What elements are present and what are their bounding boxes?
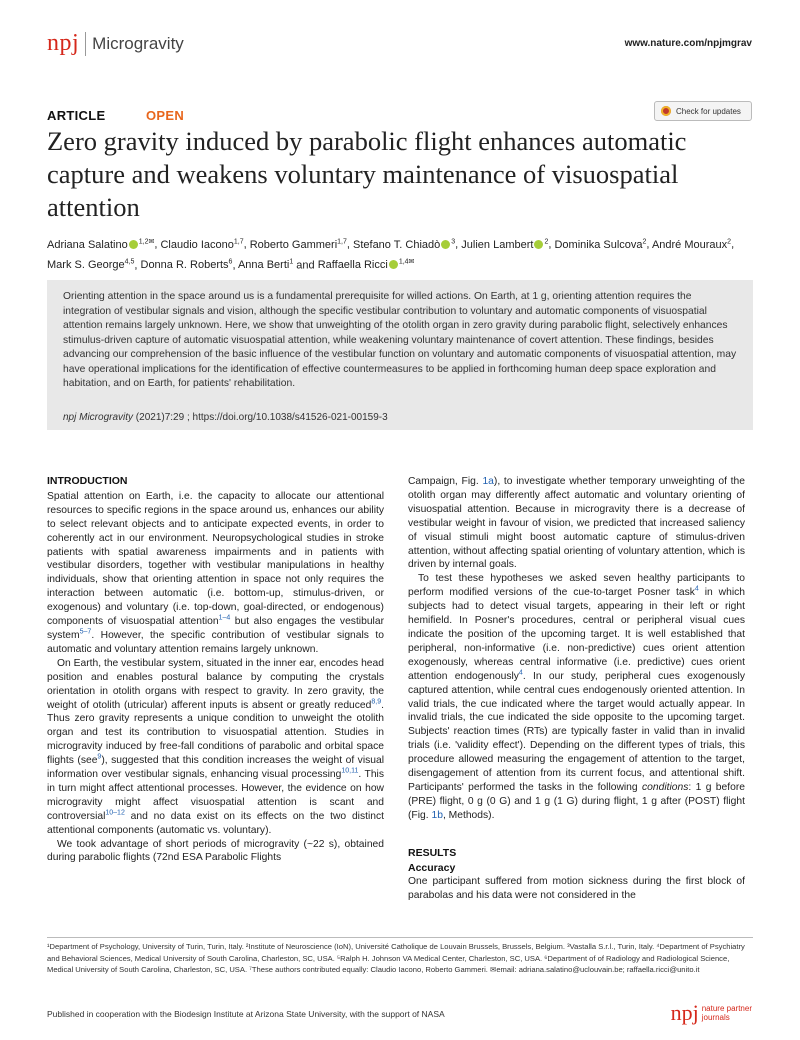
- footer-partner-line1: nature partner: [701, 1004, 752, 1013]
- orcid-icon[interactable]: [534, 240, 543, 249]
- left-column: [47, 475, 384, 865]
- check-updates-label: Check for updates: [676, 106, 741, 116]
- author-entry[interactable]: [652, 239, 731, 251]
- right-paragraph-1: Campaign, Fig. 1a), to investigate whether temporary unweighting of the otolith organ may differently affect automatic and voluntary orienting of visuospatial attention. Because in microgravity there is a decrease of vestibular weight in favour of vision, we predicted that increased saliency of visual stimuli might boost automatic capture of stimulus-driven attention, without affecting spatial orienting of voluntary attention, which is driven by internal goals.: [408, 476, 745, 571]
- author-list: Adriana Salatino $^{1,2✉}$, Claudio Iacono$^{1,7}$, Roberto Gammeri$^{1,7}$, Stefano T. Chiadò $^3$, Julien Lambert $^2$, Dominika Sulcova$^2$, André Mouraux$^2$, Mark S. George$^{4,5}$, Donna R. Roberts$^6$, Anna Berti$^1$ and Raffaella Ricci $^{1,4✉}$: [47, 238, 735, 272]
- author-affiliation: 1,4✉: [398, 258, 415, 266]
- citation-doi[interactable]: (2021)7:29 ; https://doi.org/10.1038/s41526-021-00159-3: [133, 412, 388, 423]
- author-entry[interactable]: [250, 239, 347, 251]
- author-entry[interactable]: [47, 259, 134, 271]
- author-affiliation: 2: [727, 238, 732, 245]
- footer-npj-mark: npj: [670, 1000, 699, 1025]
- author-affiliation: 4,5: [124, 258, 135, 266]
- reference-link[interactable]: 1–4: [218, 614, 231, 622]
- figure-link[interactable]: 1a: [482, 476, 494, 487]
- right-column: [408, 475, 745, 903]
- footer-publication-note: Published in cooperation with the Biodesign Institute at Arizona State University, with the support of NASA: [47, 1009, 445, 1019]
- reference-link[interactable]: 9: [97, 753, 102, 761]
- footer-partner-text: [702, 1004, 752, 1022]
- intro-paragraph-1: Spatial attention on Earth, i.e. the capacity to allocate our attentional resources to specific regions in the space around us, enhances our ability to select relevant objects and to anticipate expected events, in order to coherently act in our environment. Neuropsychological studies in stroke patients with spatial awareness impairments and in patients with vestibular disorders, together with vestibular manipulations in healthy individuals, show that orienting attention in space not only requires the interaction between automatic (i.e. bottom-up, stimulus-driven, or exogenous) and voluntary (i.e. top-down, goal-directed, or endogenous) components of visuospatial attention$^{1-4}$ but also engages the vestibular system$^{5-7}$. However, the specific contribution of vestibular signals to automatic and voluntary attention remains largely unknown.: [47, 490, 384, 655]
- author-affiliation: 3: [451, 238, 456, 245]
- author-entry[interactable]: [353, 239, 455, 251]
- author-entry[interactable]: [554, 239, 646, 251]
- author-entry[interactable]: [318, 259, 415, 271]
- author-name: Mark S. George: [47, 259, 125, 272]
- author-name: Dominika Sulcova: [554, 238, 643, 251]
- npj-partner-logo: [671, 1000, 752, 1026]
- article-title: Zero gravity induced by parabolic flight enhances automatic capture and weakens voluntary maintenance of visuospatial attention: [47, 126, 687, 222]
- intro-paragraph-3: We took advantage of short periods of microgravity (~22 s), obtained during parabolic flights (72nd ESA Parabolic Flights: [47, 838, 384, 864]
- author-name: Raffaella Ricci: [317, 259, 388, 272]
- check-for-updates-button[interactable]: [654, 101, 752, 121]
- site-url-link[interactable]: www.nature.com/npjmgrav: [624, 38, 752, 49]
- intro-paragraph-2: On Earth, the vestibular system, situated in the inner ear, encodes head position and enables postural balance by computing the crystals orientation in otolith organs with respect to gravity. In zero gravity, the weight of otolith (utricular) afferent inputs is absent or greatly reduced$^{8,9}$. Thus zero gravity represents a unique condition to unweight the otolith organ and test its contribution to visuospatial attention. Studies in microgravity induced by free-fall conditions of parabolic and orbital space flights (see$^9$), suggested that this condition increases the weight of visual information over vestibular signals, enhancing visual processing$^{10,11}$. This in turn might affect attentional processes. However, the evidence on how microgravity might affect visuospatial attention is scant and controversial$^{10-12}$ and no data exist on its effects on the two distinct attentional components (automatic vs. voluntary).: [47, 657, 384, 836]
- author-affiliation: 2: [544, 238, 549, 245]
- figure-link[interactable]: 1b: [431, 809, 443, 821]
- author-name: Stefano T. Chiadò: [353, 238, 441, 251]
- affiliations: ¹Department of Psychology, University of Turin, Turin, Italy. ²Institute of Neuroscience (IoN), Université Catholique de Louvain Brussels, Brussels, Belgium. ³Vastalla S.r.l., Turin, Italy. ⁴Department of Psychiatry and Behavioral Sciences, Medical University of South Carolina, Charleston, SC, USA. ⁵Ralph H. Johnson VA Medical Center, Charleston, SC, USA. ⁶Department of of Radiology and Radiological Science, Medical University of South Carolina, Charleston, SC, USA. ⁷These authors contributed equally: Claudio Iacono, Roberto Gammeri. ✉email: adriana.salatino@uclouvain.be; raffaella.ricci@unito.it: [47, 942, 745, 974]
- author-affiliation: 1,2✉: [138, 238, 155, 245]
- author-affiliation: 1,7: [337, 238, 347, 245]
- orcid-icon[interactable]: [441, 240, 450, 249]
- journal-name: Microgravity: [92, 33, 184, 53]
- right-paragraph-2: To test these hypotheses we asked seven healthy participants to perform modified versions of the cue-to-target Posner task$^4$ in which subjects had to detect visual targets, appearing in their left or right hemifield. In Posner's procedures, central or peripheral visual cues indicate the position of the upcoming target. It is well established that peripheral, non-informative (i.e. non-predictive) cues orient attention exogenously, whereas central informative (i.e. predictive) cues orient attention endogenously$^4$. In our study, peripheral cues exogenously captured attention, while central cues endogenously oriented attention. In valid trials, the cue indicated where the target would actually appear. In invalid trials, the cue indicated the side opposite to the upcoming target. Subjects' reaction times (RTs) are typically faster in valid than in invalid trials (i.e. 'validity effect'). Depending on the different types of trials, this procedure allowed measuring the engagement of attention to the target, disengagement of attention from its current focus, and attentional shift. Participants' performed the tasks in the following conditions: 1 g before (PRE) flight, 0 g (0 G) and 1 g (1 G) during flight, 1 g after (POST) flight (Fig. 1b, Methods).: [408, 573, 746, 821]
- author-name: Donna R. Roberts: [140, 259, 229, 272]
- open-access-label: OPEN: [146, 108, 185, 123]
- reference-link[interactable]: 10,11: [341, 767, 359, 775]
- author-entry[interactable]: [47, 239, 154, 251]
- author-name: Adriana Salatino: [47, 238, 128, 251]
- footer-partner-line2: journals: [701, 1013, 730, 1022]
- introduction-heading: INTRODUCTION: [47, 475, 128, 487]
- author-affiliation: 6: [228, 258, 233, 266]
- reference-link[interactable]: 5–7: [79, 628, 92, 636]
- author-name: Julien Lambert: [461, 238, 534, 251]
- reference-link[interactable]: 10–12: [105, 809, 125, 817]
- check-updates-icon: [661, 106, 671, 116]
- author-name: André Mouraux: [651, 238, 728, 251]
- footnote-divider: [47, 937, 753, 938]
- npj-logo: npj: [47, 30, 80, 56]
- journal-header: [47, 30, 752, 60]
- author-affiliation: 1: [289, 258, 294, 266]
- brand-divider: [85, 32, 86, 56]
- results-paragraph-1: One participant suffered from motion sickness during the first block of parabolas and his data were not considered in the: [408, 876, 745, 902]
- author-entry[interactable]: [141, 259, 233, 271]
- author-name: Roberto Gammeri: [249, 238, 338, 251]
- author-entry[interactable]: [461, 239, 548, 251]
- reference-link[interactable]: 4: [694, 585, 699, 593]
- accuracy-subheading: Accuracy: [408, 861, 456, 874]
- italic-term: conditions: [642, 781, 689, 793]
- citation-line: [63, 412, 388, 423]
- abstract-box: [47, 280, 753, 430]
- results-heading: RESULTS: [408, 846, 457, 859]
- author-entry[interactable]: [238, 259, 293, 271]
- abstract-text: Orienting attention in the space around us is a fundamental prerequisite for willed actions. On Earth, at 1 g, orienting attention requires the integration of vestibular signals and vision, although the specific vestibular contribution to voluntary and automatic components of visuospatial attention remains largely unknown. Here, we show that unweighting of the otolith organ in zero gravity during parabolic flight, selectively enhances stimulus-driven capture of automatic visuospatial attention, while weakening voluntary maintenance of covert attention. These findings, besides advancing our comprehension of the basic influence of the vestibular function on voluntary and automatic components of visuospatial attention, may have operational implications for the identification of effective countermeasures to be applied in forthcoming human deep space exploration and habitation, and on Earth, for patients' rehabilitation.: [63, 291, 737, 389]
- reference-link[interactable]: 8,9: [371, 698, 382, 706]
- article-type-label: ARTICLE: [47, 108, 106, 123]
- reference-link[interactable]: 4: [518, 669, 523, 677]
- orcid-icon[interactable]: [389, 260, 398, 269]
- citation-journal: npj Microgravity: [63, 412, 134, 423]
- journal-brand[interactable]: [47, 30, 184, 57]
- author-name: Claudio Iacono: [160, 238, 234, 251]
- author-affiliation: 2: [642, 238, 647, 245]
- author-affiliation: 1,7: [233, 238, 244, 245]
- author-name: Anna Berti: [237, 259, 290, 272]
- author-entry[interactable]: [160, 239, 243, 251]
- orcid-icon[interactable]: [129, 240, 138, 249]
